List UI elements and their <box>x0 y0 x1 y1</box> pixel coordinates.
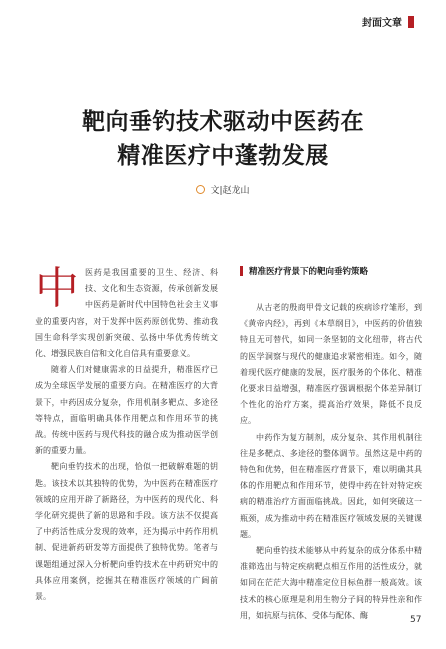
body-paragraph: 从古老的殷商甲骨文记载的疾病诊疗雏形，到《黄帝内经》，再到《本草纲目》，中医药的价值独特且无可替代，如同一条坚韧的文化纽带，将古代的医学洞察与现代的健康追求紧密相连。如今，随着现代医疗健康的发展，医疗服务的个体化、精准化要求日益增强，精准医疗强调根据个体差异制订个性化的治疗方案，提高治疗效果，降低不良反应。 <box>240 303 422 426</box>
title-line-2: 精准医疗中蓬勃发展 <box>117 143 329 169</box>
section-heading <box>240 265 368 277</box>
left-column <box>35 265 218 605</box>
byline <box>0 183 446 196</box>
body-paragraph: 中药作为复方制剂，成分复杂、其作用机制往往是多靶点、多途径的整体调节。虽然这是中药的特色和优势，但在精准医疗背景下，难以明确其具体的作用靶点和作用环节，使得中药在针对特定疾病的精准治疗方面面临挑战。因此，如何突破这一瓶颈，成为推动中药在精准医疗领域发展的关键课题。 <box>240 432 422 539</box>
right-column <box>240 300 422 624</box>
body-paragraph: 靶向垂钓技术的出现，恰似一把破解难题的钥匙。该技术以其独特的优势，为中医药在精准医疗领域的应用开辟了新路径，为中医药的现代化、科学化研究提供了新的思路和手段。该方法不仅提高了中药活性成分发现的效率，还为揭示中药作用机制、促进新药研发等方面提供了独特优势。笔者与课题组通过深入分析靶向垂钓技术在中药研究中的具体应用案例，挖掘其在精准医疗领域的广阔前景。 <box>35 462 218 602</box>
ring-icon <box>196 185 205 194</box>
section-title: 精准医疗背景下的靶向垂钓策略 <box>249 267 369 277</box>
title-line-1: 靶向垂钓技术驱动中医药在 <box>82 109 364 135</box>
column-label: 封面文章 <box>362 18 402 29</box>
column-header <box>362 14 414 29</box>
section-marker-bar <box>240 266 243 276</box>
body-paragraph: 随着人们对健康需求的日益提升，精准医疗已成为全球医学发展的重要方向。在精准医疗的大背景下，中药因成分复杂，作用机制多靶点、多途径等特点，面临明确具体作用靶点和作用环节的挑战。传统中医药与现代科技的融合成为推动医学创新的重要力量。 <box>35 365 218 456</box>
page-number: 57 <box>410 615 422 625</box>
lead-paragraph-text: 医药是我国重要的卫生、经济、科技、文化和生态资源，传承创新发展中医药是新时代中国特色社会主义事业的重要内容，对于发挥中医药原创优势、推动我国生命科学实现创新突破、弘扬中华优秀传统文化、增强民族自信和文化自信具有重要意义。 <box>35 268 218 359</box>
body-paragraph: 靶向垂钓技术能够从中药复杂的成分体系中精准筛选出与特定疾病靶点相互作用的活性成分，就如同在茫茫大海中精准定位目标鱼群一般高效。该技术的核心原理是利用生物分子间的特异性亲和作用，如抗原与抗体、受体与配体、酶 <box>240 546 422 620</box>
drop-cap: 中 <box>35 263 79 314</box>
lead-paragraph <box>35 265 218 362</box>
column-marker-bar <box>408 16 414 28</box>
byline-text: 文|赵龙山 <box>210 186 250 196</box>
article-title <box>0 105 446 173</box>
